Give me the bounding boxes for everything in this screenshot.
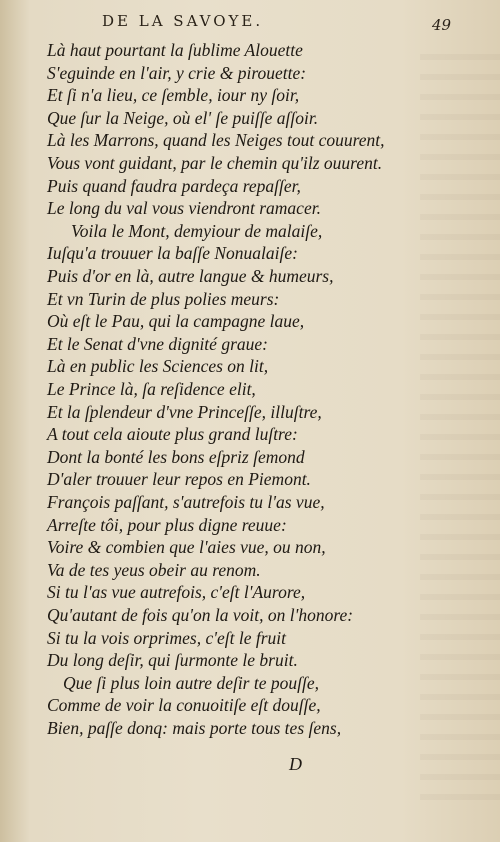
verse-line: Là en public les Sciences on lit, <box>47 356 269 377</box>
verse-line: Si tu la vois orprimes, c'eſt le fruit <box>47 627 287 648</box>
catchword: D <box>289 754 302 774</box>
verse-line: Là haut pourtant la ſublime Alouette <box>47 40 303 60</box>
running-title: DE LA SAVOYE. <box>102 12 264 30</box>
verse-line: Qu'autant de fois qu'on la voit, on l'honore: <box>47 605 354 625</box>
verse-line: Bien, paſſe donq: mais porte tous tes ſens, <box>47 718 342 738</box>
verse-line: Le Prince là, ſa reſidence elit, <box>47 379 256 399</box>
verse-line: Voire & combien que l'aies vue, ou non, <box>47 537 326 558</box>
verse-line: Arreſte tôi, pour plus digne reuue: <box>47 514 287 535</box>
verse-line: Puis d'or en là, autre langue & humeurs, <box>47 266 334 286</box>
verse-line: Iuſqu'a trouuer la baſſe Nonualaiſe: <box>47 243 298 264</box>
verse-line: Là les Marrons, quand les Neiges tout couurent, <box>47 130 385 151</box>
verse-line: S'eguinde en l'air, y crie & pirouette: <box>47 62 307 83</box>
verse-line: Et le Senat d'vne dignité graue: <box>47 333 268 354</box>
verse-line: François paſſant, s'autrefois tu l'as vue, <box>47 492 325 512</box>
bleed-through-texture <box>420 40 500 800</box>
verse-line: Du long deſir, qui ſurmonte le bruit. <box>47 650 298 671</box>
verse-line: A tout cela aioute plus grand luſtre: <box>47 424 298 445</box>
verse-line: Que ſur la Neige, où el' ſe puiſſe aſſoir. <box>47 107 319 128</box>
verse-line: Où eſt le Pau, qui la campagne laue, <box>47 311 305 332</box>
verse-line: Que ſi plus loin autre deſir te pouſſe, <box>63 672 319 693</box>
verse-line: Et ſi n'a lieu, ce ſemble, iour ny ſoir, <box>47 85 300 106</box>
verse-line: Puis quand faudra pardeça repaſſer, <box>47 175 301 196</box>
verse-line: Voila le Mont, demyiour de malaiſe, <box>71 220 323 241</box>
verse-line: Dont la bonté les bons eſpriz ſemond <box>47 446 305 467</box>
verse-line: Et vn Turin de plus polies meurs: <box>47 288 280 309</box>
verse-line: Le long du val vous viendront ramacer. <box>47 198 321 219</box>
verse-line: Et la ſplendeur d'vne Princeſſe, illuſtre, <box>47 401 322 422</box>
page-number: 49 <box>432 16 452 34</box>
verse-line: Comme de voir la conuoitiſe eſt douſſe, <box>47 695 321 716</box>
verse-line: Va de tes yeus obeir au renom. <box>47 559 261 580</box>
verse-line: Si tu l'as vue autrefois, c'eſt l'Aurore, <box>47 582 306 603</box>
verse-line: D'aler trouuer leur repos en Piemont. <box>47 469 311 490</box>
verse-line: Vous vont guidant, par le chemin qu'ilz ouurent. <box>47 153 383 173</box>
